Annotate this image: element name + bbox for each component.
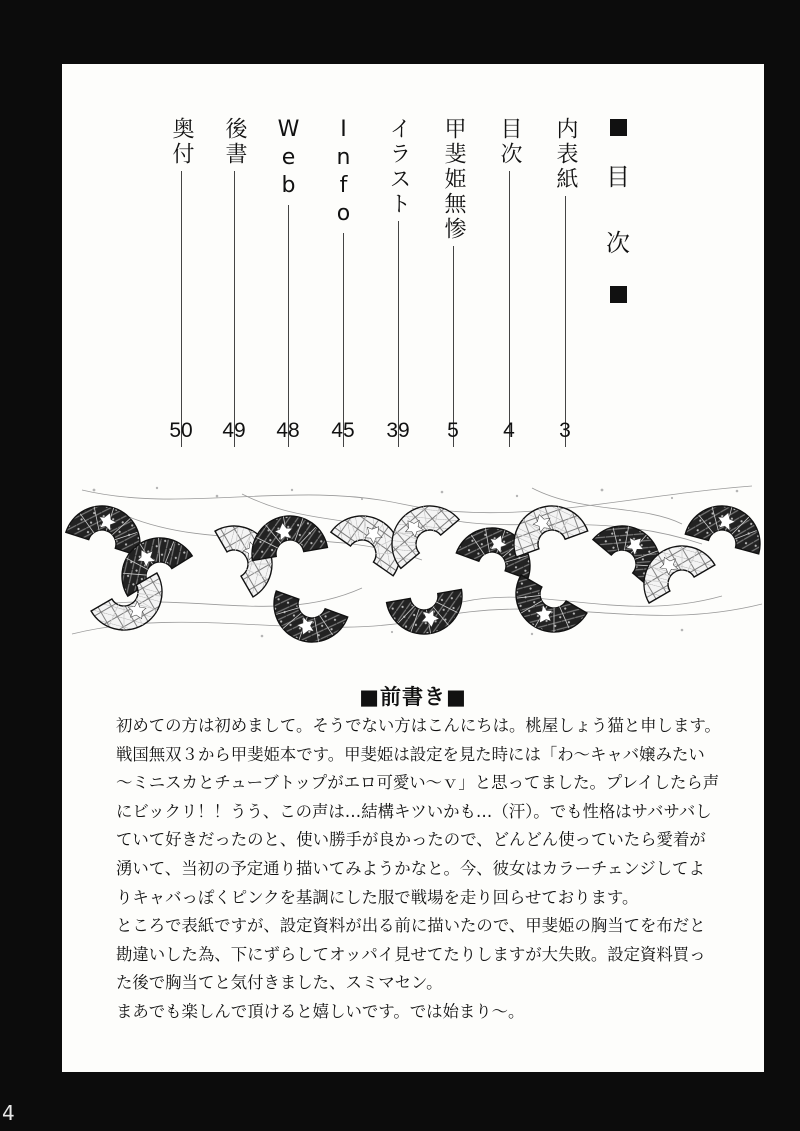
toc-entry-title: 甲斐姫無惨: [441, 117, 466, 242]
foreword-line: 戦国無双３から甲斐姫本です。甲斐姫は設定を見た時には「わ～キャバ嬢みたい: [116, 744, 705, 764]
toc-entry-title: イラスト: [386, 117, 411, 217]
toc-entry: [550, 117, 580, 447]
foreword-line: りキャバっぽくピンクを基調にした服で戦場を走り回らせております。: [116, 887, 639, 907]
toc-leader-line: [181, 171, 182, 447]
toc-leader-line: [509, 171, 510, 447]
toc-entry-page: 3: [559, 419, 571, 442]
page-sheet: [62, 64, 764, 1072]
toc-entry-title: 目次: [497, 117, 522, 167]
toc-entry-page: 48: [276, 419, 300, 442]
toc-entry: [273, 117, 303, 447]
toc-heading: [602, 119, 634, 303]
toc-leader-line: [288, 205, 289, 447]
toc-entry: [383, 117, 413, 447]
foreword-line: にビックリ！！うう、この声は…結構キツいかも…（汗）。でも性格はサバサバし: [116, 801, 712, 821]
toc-entry: [219, 117, 249, 447]
foreword-line: まあでも楽しんで頂けると嬉しいです。では始まり～。: [116, 1001, 525, 1021]
foreword-heading: ■前書き■: [359, 685, 467, 709]
foreword-line: 勘違いした為、下にずらしてオッパイ見せてたりしますが大失敗。設定資料買っ: [116, 944, 706, 964]
toc-entry-title: 後書: [222, 117, 247, 167]
foreword-line: ～ミニスカとチューブトップがエロ可愛い～ｖ」と思ってました。プレイしたら声: [116, 773, 720, 793]
toc-entry: [494, 117, 524, 447]
foreword-line: た後で胸当てと気付きました、スミマセン。: [116, 973, 443, 993]
toc-leader-line: [453, 246, 454, 447]
toc-entry: [328, 117, 358, 447]
toc-leader-line: [398, 221, 399, 447]
foreword-line: ところで表紙ですが、設定資料が出る前に描いたので、甲斐姫の胸当てを布だと: [116, 916, 706, 936]
toc-heading-char-1: 目: [606, 163, 630, 191]
toc-entry-title: Info: [331, 117, 356, 229]
toc-leader-line: [343, 233, 344, 447]
toc-entry: [166, 117, 196, 447]
toc-entry-page: 4: [503, 419, 515, 442]
toc-entry-page: 50: [169, 419, 193, 442]
toc-leader-line: [234, 171, 235, 447]
toc-entry-page: 45: [331, 419, 355, 442]
toc-entry-title: 内表紙: [553, 117, 578, 192]
toc-entry-page: 5: [447, 419, 459, 442]
toc-entry-title: 奥付: [169, 117, 194, 167]
foreword-line: ていて好きだったのと、使い勝手が良かったので、どんどん使っていたら愛着が: [116, 830, 706, 850]
foreword-body: [116, 712, 736, 1027]
toc-entry-title: Web: [276, 117, 301, 201]
fan-ornament-band: [62, 484, 764, 644]
square-bullet-icon: [610, 286, 627, 303]
toc-heading-char-2: 次: [606, 229, 630, 257]
foreword-line: 湧いて、当初の予定通り描いてみようかなと。今、彼女はカラーチェンジしてよ: [116, 858, 705, 878]
toc-entry-page: 39: [386, 419, 410, 442]
toc-leader-line: [565, 196, 566, 447]
toc-entry: [438, 117, 468, 447]
page-number: 4: [2, 1101, 15, 1125]
square-bullet-icon: [610, 119, 627, 136]
foreword-line: 初めての方は初めまして。そうでない方はこんにちは。桃屋しょう猫と申します。: [116, 716, 721, 735]
toc-entry-page: 49: [222, 419, 246, 442]
